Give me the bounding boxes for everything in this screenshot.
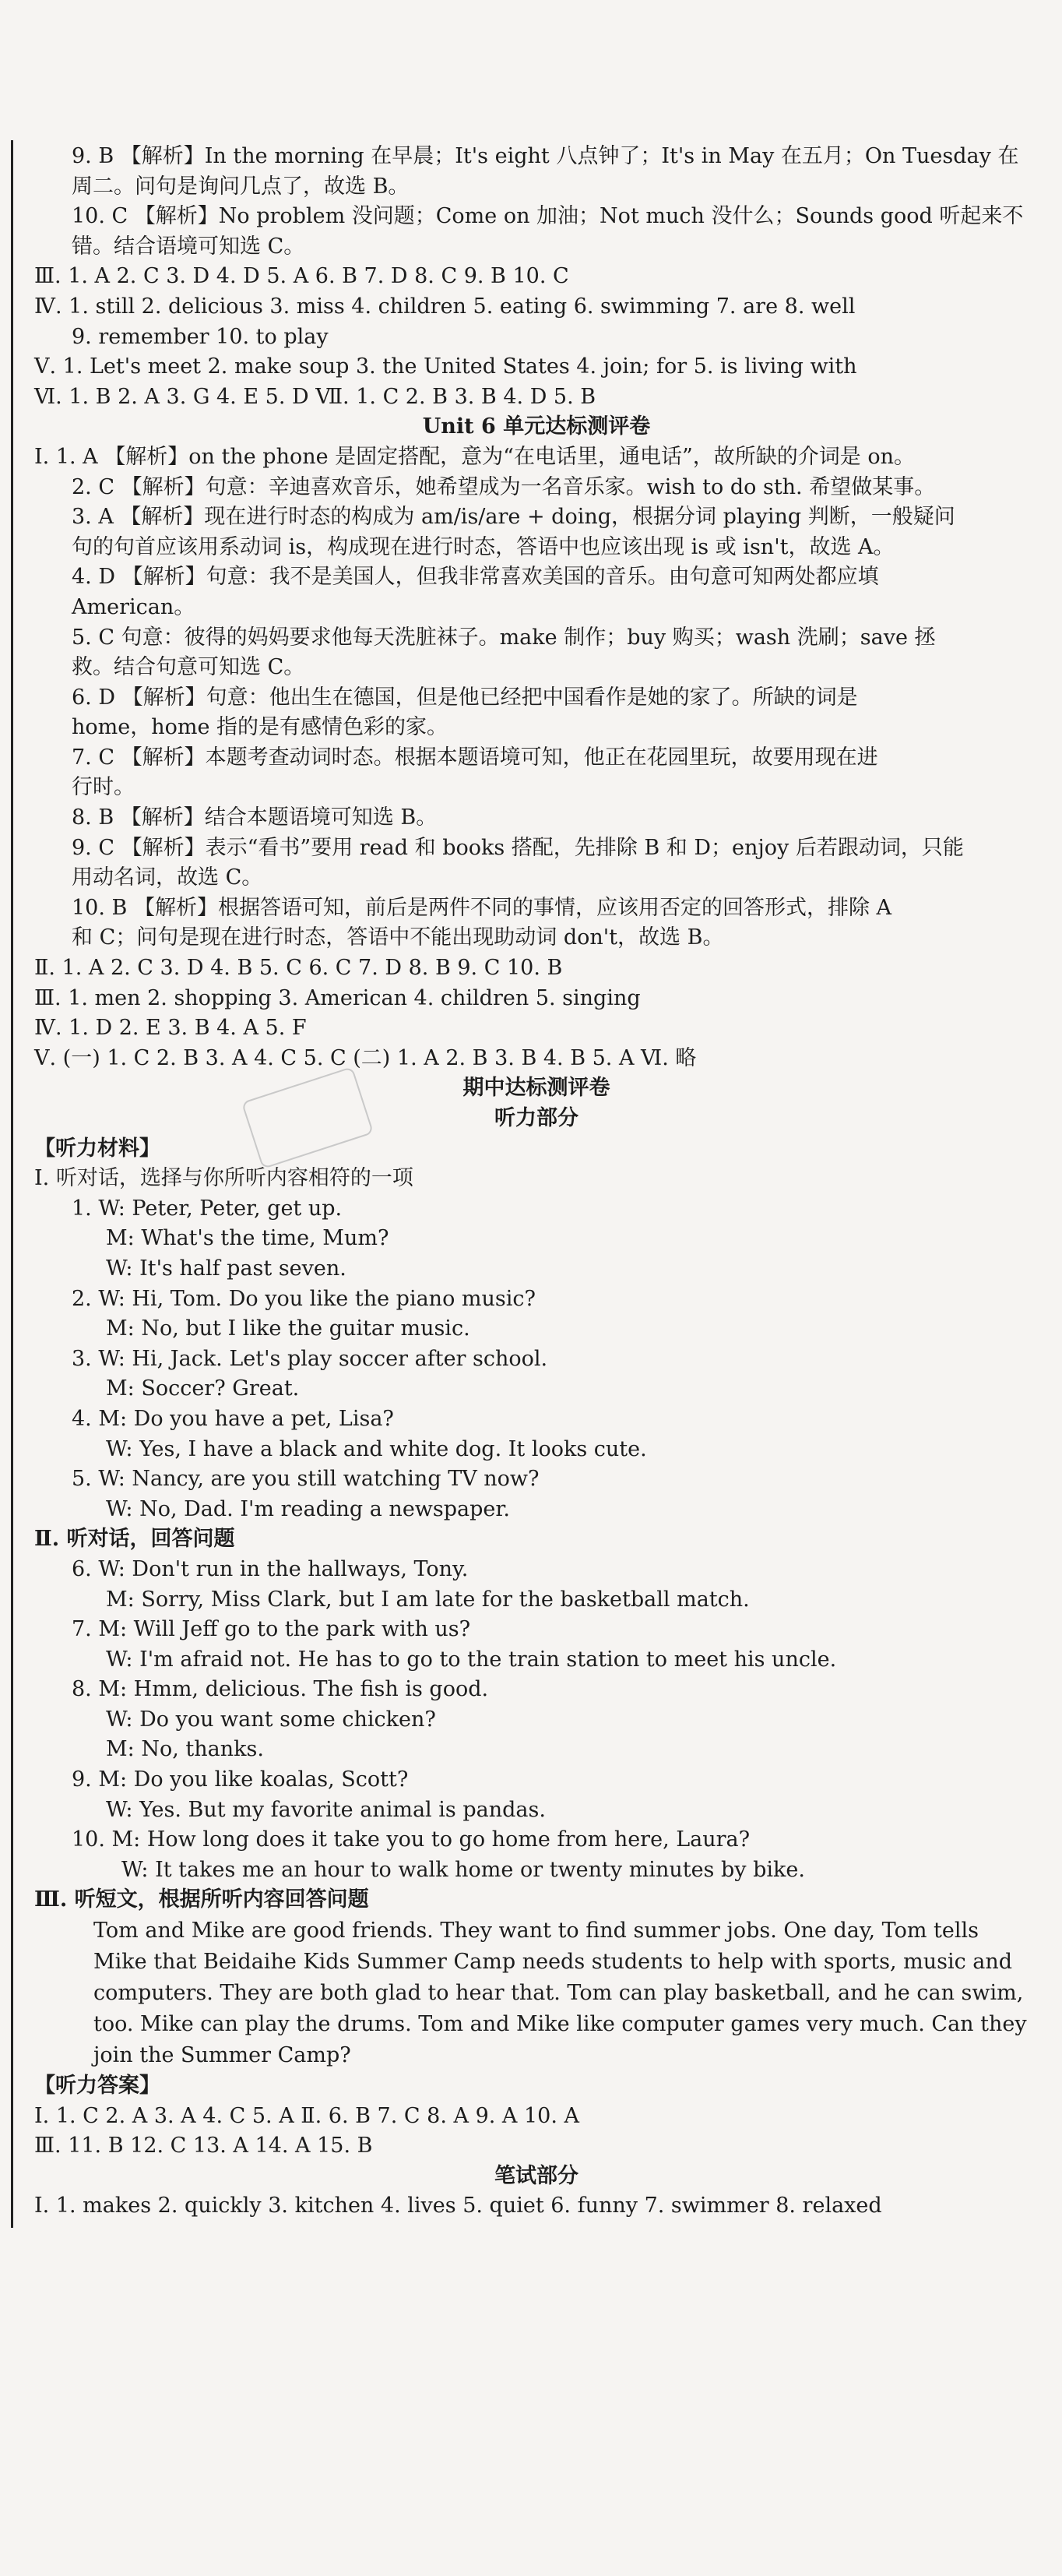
text-line: home，home 指的是有感情色彩的家。 bbox=[72, 715, 448, 740]
text-line: 6. W: Don't run in the hallways, Tony. bbox=[72, 1556, 469, 1581]
text-line: W: No, Dad. I'm reading a newspaper. bbox=[106, 1496, 510, 1521]
text-line: 听力部分 bbox=[494, 1106, 578, 1130]
text-line: Ⅰ. 1. A 【解析】on the phone 是固定搭配，意为“在电话里，通电话”，故所缺的介词是 on。 bbox=[34, 444, 915, 469]
text-line: 10. M: How long does it take you to go home from here, Laura? bbox=[72, 1827, 751, 1852]
text-line: M: No, but I like the guitar music. bbox=[106, 1316, 470, 1341]
text-line: 10. C 【解析】No problem 没问题；Come on 加油；Not much 没什么；Sounds good 听起来不 bbox=[72, 204, 1024, 229]
text-line: 2. W: Hi, Tom. Do you like the piano music? bbox=[72, 1286, 536, 1311]
text-line: 1. W: Peter, Peter, get up. bbox=[72, 1196, 343, 1221]
text-line: 3. A 【解析】现在进行时态的构成为 am/is/are + doing，根据分词 playing 判断，一般疑问 bbox=[72, 505, 955, 530]
text-line: 救。结合句意可知选 C。 bbox=[72, 655, 305, 680]
text-line: 8. B 【解析】结合本题语境可知选 B。 bbox=[72, 805, 438, 830]
text-line: 8. M: Hmm, delicious. The fish is good. bbox=[72, 1677, 489, 1702]
text-line: 和 C；问句是现在进行时态，答语中不能出现助动词 don't，故选 B。 bbox=[72, 925, 724, 950]
text-line: 9. C 【解析】表示“看书”要用 read 和 books 搭配，先排除 B 和 D；enjoy 后若跟动词，只能 bbox=[72, 835, 964, 860]
text-line: Ⅴ. (一) 1. C 2. B 3. A 4. C 5. C (二) 1. A 2. B 3. B 4. B 5. A Ⅵ. 略 bbox=[34, 1045, 697, 1070]
text-line: 7. M: Will Jeff go to the park with us? bbox=[72, 1617, 471, 1642]
text-line: M: What's the time, Mum? bbox=[106, 1226, 389, 1251]
text-line: W: Do you want some chicken? bbox=[106, 1707, 436, 1732]
text-line: M: Soccer? Great. bbox=[106, 1376, 300, 1401]
answer-content bbox=[34, 142, 1039, 2222]
text-line: Ⅰ. 听对话，选择与你所听内容相符的一项 bbox=[34, 1166, 413, 1191]
text-line: Ⅲ. 11. B 12. C 13. A 14. A 15. B bbox=[34, 2134, 373, 2158]
text-line: Ⅰ. 1. makes 2. quickly 3. kitchen 4. lives 5. quiet 6. funny 7. swimmer 8. relaxed bbox=[34, 2194, 882, 2218]
text-line: W: Yes. But my favorite animal is pandas. bbox=[106, 1797, 546, 1822]
text-line: 9. M: Do you like koalas, Scott? bbox=[72, 1767, 409, 1792]
text-line: 用动名词，故选 C。 bbox=[72, 865, 263, 890]
text-line: 3. W: Hi, Jack. Let's play soccer after school. bbox=[72, 1346, 548, 1371]
text-line: 6. D 【解析】句意：他出生在德国，但是他已经把中国看作是她的家了。所缺的词是 bbox=[72, 685, 858, 710]
text-line: Ⅴ. 1. Let's meet 2. make soup 3. the United States 4. join; for 5. is living with bbox=[34, 354, 857, 379]
text-line: Ⅲ. 听短文，根据所听内容回答问题 bbox=[34, 1887, 369, 1912]
text-line: Ⅳ. 1. still 2. delicious 3. miss 4. children 5. eating 6. swimming 7. are 8. well bbox=[34, 294, 856, 319]
text-line: 错。结合语境可知选 C。 bbox=[72, 234, 305, 259]
text-line: 周二。问句是询问几点了，故选 B。 bbox=[72, 174, 410, 199]
text-line: Ⅲ. 1. A 2. C 3. D 4. D 5. A 6. B 7. D 8. C 9. B 10. C bbox=[34, 264, 569, 289]
text-line: W: Yes, I have a black and white dog. It looks cute. bbox=[106, 1436, 647, 1461]
text-line: Unit 6 单元达标测评卷 bbox=[422, 414, 651, 439]
text-line: Ⅰ. 1. C 2. A 3. A 4. C 5. A Ⅱ. 6. B 7. C 8. A 9. A 10. A bbox=[34, 2103, 580, 2128]
text-line: Ⅱ. 听对话，回答问题 bbox=[34, 1527, 235, 1552]
listening-passage: Tom and Mike are good friends. They want to find summer jobs. One day, Tom tells Mike that Beidaihe Kids Summer Camp needs students to help with sports, music and computers. They are both glad to hear that. Tom can play basketball, and he can swim, too. Mike can play the drums. Tom and Mike like computer games very much. Can they join the Summer Camp? bbox=[93, 1919, 1027, 2068]
text-line: 4. M: Do you have a pet, Lisa? bbox=[72, 1406, 394, 1431]
text-line: W: I'm afraid not. He has to go to the train station to meet his uncle. bbox=[106, 1647, 837, 1672]
text-line: 【听力答案】 bbox=[34, 2074, 160, 2099]
text-line: Ⅱ. 1. A 2. C 3. D 4. B 5. C 6. C 7. D 8. B 9. C 10. B bbox=[34, 956, 563, 981]
text-line: M: Sorry, Miss Clark, but I am late for the basketball match. bbox=[106, 1587, 750, 1612]
text-line: 行时。 bbox=[72, 775, 135, 800]
text-line: 2. C 【解析】句意：辛迪喜欢音乐，她希望成为一名音乐家。wish to do sth. 希望做某事。 bbox=[72, 474, 936, 499]
text-line: M: No, thanks. bbox=[106, 1737, 264, 1762]
text-line: 4. D 【解析】句意：我不是美国人，但我非常喜欢美国的音乐。由句意可知两处都应填 bbox=[72, 565, 879, 590]
page-edge-line bbox=[11, 140, 13, 2228]
text-line: 笔试部分 bbox=[494, 2163, 578, 2188]
text-line: 5. C 句意：彼得的妈妈要求他每天洗脏袜子。make 制作；buy 购买；wash 洗刷；save 拯 bbox=[72, 625, 936, 650]
text-line: Ⅲ. 1. men 2. shopping 3. American 4. children 5. singing bbox=[34, 985, 641, 1010]
text-line: W: It takes me an hour to walk home or twenty minutes by bike. bbox=[121, 1857, 805, 1882]
text-line: Ⅵ. 1. B 2. A 3. G 4. E 5. D Ⅶ. 1. C 2. B 3. B 4. D 5. B bbox=[34, 384, 596, 409]
text-line: 9. B 【解析】In the morning 在早晨；It's eight 八点钟了；It's in May 在五月；On Tuesday 在 bbox=[72, 144, 1019, 168]
text-line: 【听力材料】 bbox=[34, 1136, 160, 1161]
text-line: W: It's half past seven. bbox=[106, 1256, 346, 1281]
text-line: 7. C 【解析】本题考查动词时态。根据本题语境可知，他正在花园里玩，故要用现在进 bbox=[72, 745, 878, 770]
text-line: Ⅳ. 1. D 2. E 3. B 4. A 5. F bbox=[34, 1016, 307, 1041]
text-line: 句的句首应该用系动词 is，构成现在进行时态，答语中也应该出现 is 或 isn't，故选 A。 bbox=[72, 534, 895, 559]
text-line: 10. B 【解析】根据答语可知，前后是两件不同的事情，应该用否定的回答形式，排除 A bbox=[72, 895, 892, 920]
text-line: 9. remember 10. to play bbox=[72, 324, 329, 349]
text-line: 期中达标测评卷 bbox=[462, 1076, 610, 1101]
text-line: 5. W: Nancy, are you still watching TV now? bbox=[72, 1467, 540, 1492]
text-line: American。 bbox=[72, 594, 195, 619]
